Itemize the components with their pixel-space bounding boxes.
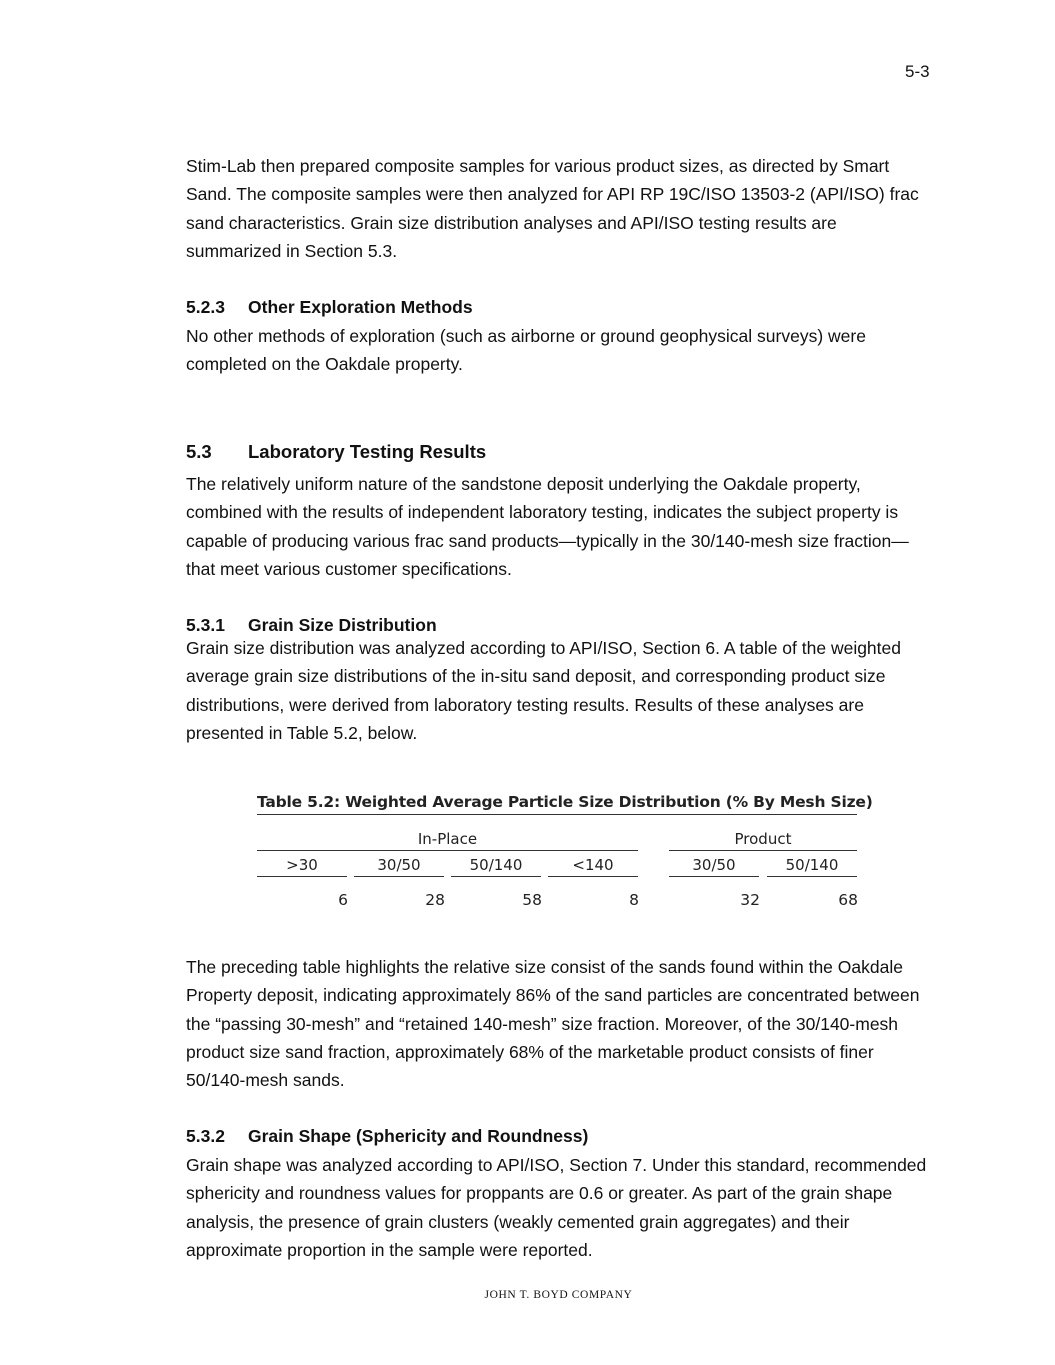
column-header: >30 <box>286 856 318 874</box>
group-in-place: In-Place <box>417 830 478 848</box>
table-cell: 8 <box>629 891 639 909</box>
heading-number: 5.2.3 <box>186 297 225 317</box>
after-table-paragraph: The preceding table highlights the relative size consist of the sands found within the Oakdale Property deposit, indicating approximately 86% of the sand particles are concentrated between the “passing 30-mesh” and “retained 140-mesh” size fraction. Moreover, of the 30/140-mesh product size sand fraction, approximately 68% of the marketable product consists of finer 50/140-mesh sands. <box>186 957 920 1091</box>
column-rule <box>548 876 638 877</box>
column-rule <box>451 876 541 877</box>
section-5-3-body: The relatively uniform nature of the sandstone deposit underlying the Oakdale property, combined with the results of independent laboratory testing, indicates the subject property is capable of producing various frac sand products—typically in the 30/140-mesh size fraction—that meet various customer specifications. <box>186 474 909 579</box>
heading-number: 5.3.1 <box>186 615 225 635</box>
table-cell: 68 <box>838 891 858 909</box>
heading-title: Grain Shape (Sphericity and Roundness) <box>248 1126 589 1146</box>
column-header: <140 <box>572 856 614 874</box>
group-rule-product <box>669 850 857 851</box>
heading-title: Laboratory Testing Results <box>248 441 487 462</box>
intro-paragraph: Stim-Lab then prepared composite samples for various product sizes, as directed by Smart Sand. The composite samples were then analyzed for API RP 19C/ISO 13503-2 (API/ISO) frac sand characteristics. Grain size distribution analyses and API/ISO testing results are summarized in Section 5.3. <box>186 156 919 261</box>
heading-5-3 <box>186 441 486 463</box>
table-cell: 58 <box>522 891 542 909</box>
group-product: Product <box>734 830 792 848</box>
group-rule-in-place <box>257 850 638 851</box>
column-header: 50/140 <box>785 856 839 874</box>
heading-5-2-3 <box>186 297 473 318</box>
section-5-2-3-body: No other methods of exploration (such as airborne or ground geophysical surveys) were completed on the Oakdale property. <box>186 326 866 375</box>
heading-number: 5.3.2 <box>186 1126 225 1146</box>
table-caption: Table 5.2: Weighted Average Particle Size Distribution (% By Mesh Size) <box>257 793 873 811</box>
section-5-3-2-body: Grain shape was analyzed according to API/ISO, Section 7. Under this standard, recommended sphericity and roundness values for proppants are 0.6 or greater. As part of the grain shape analysis, the presence of grain clusters (weakly cemented grain aggregates) and their approximate proportion in the sample were reported. <box>186 1155 927 1260</box>
footer-company: JOHN T. BOYD COMPANY <box>484 1289 633 1301</box>
column-header: 30/50 <box>692 856 736 874</box>
heading-title: Grain Size Distribution <box>248 615 437 635</box>
column-header: 50/140 <box>469 856 523 874</box>
table-cell: 28 <box>425 891 445 909</box>
column-rule <box>669 876 759 877</box>
column-header: 30/50 <box>377 856 421 874</box>
heading-title: Other Exploration Methods <box>248 297 473 317</box>
page-number: 5-3 <box>905 62 930 81</box>
column-rule <box>257 876 347 877</box>
section-5-3-1-body: Grain size distribution was analyzed according to API/ISO, Section 6. A table of the weighted average grain size distributions of the in-situ sand deposit, and corresponding product size distributions, were derived from laboratory testing results. Results of these analyses are presented in Table 5.2, below. <box>186 638 901 743</box>
column-rule <box>767 876 857 877</box>
caption-rule <box>257 814 857 815</box>
table-5-2 <box>257 793 873 913</box>
heading-number: 5.3 <box>186 441 212 462</box>
table-cell: 32 <box>740 891 760 909</box>
table-cell: 6 <box>338 891 348 909</box>
heading-5-3-2 <box>186 1126 588 1147</box>
heading-5-3-1 <box>186 615 437 636</box>
column-rule <box>354 876 444 877</box>
